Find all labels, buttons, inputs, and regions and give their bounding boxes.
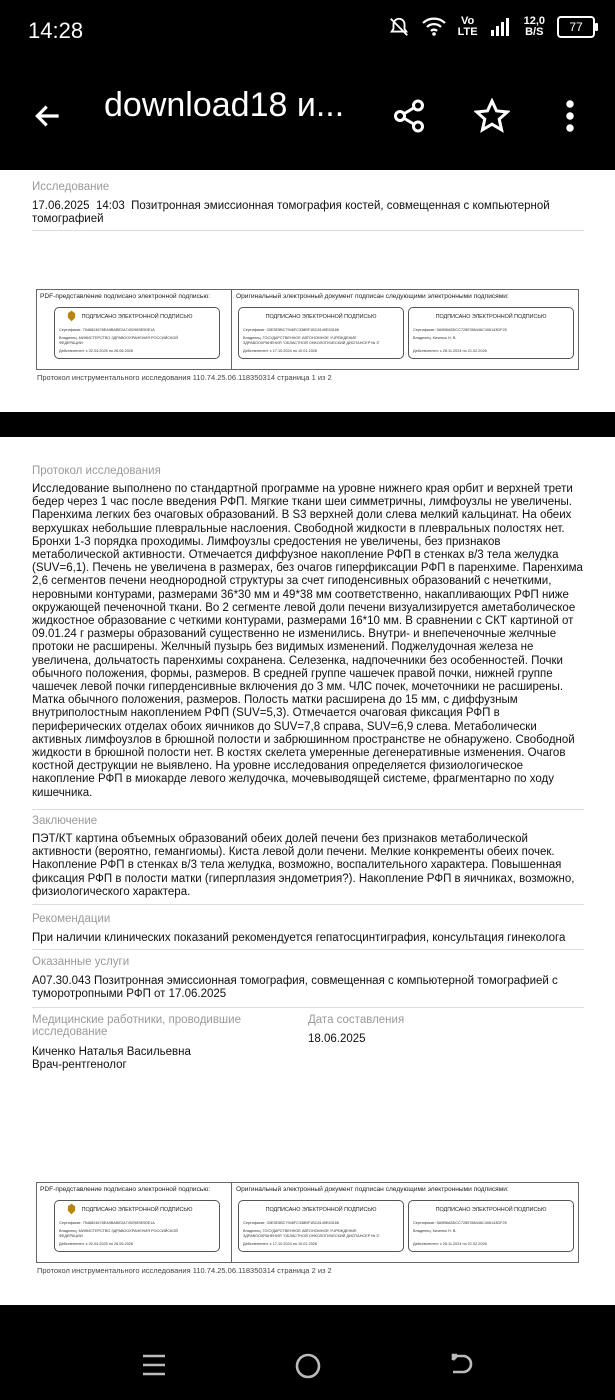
certificate-stamp: ПОДПИСАНО ЭЛЕКТРОННОЙ ПОДПИСЬЮ Сертификат: 5A9B6A5DCC7285788446C406143DF25 Владелец: Киченко Н. В. Действителен: с 28.11.2024 по 21.02.2026 (408, 1200, 574, 1252)
signature-block (36, 1182, 579, 1263)
divider (32, 1007, 584, 1008)
recents-menu-icon[interactable] (141, 1353, 167, 1377)
pdf-page-1 (0, 170, 615, 412)
compile-date: 18.06.2025 (308, 1033, 366, 1045)
more-vert-icon[interactable] (562, 98, 578, 134)
certificate-stamp: ПОДПИСАНО ЭЛЕКТРОННОЙ ПОДПИСЬЮ Сертификат: 7546824678EA9BABE2A749298SE50E1A Владелец: МИНИСТЕРСТВО ЗДРАВООХРАНЕНИЯ РОССИЙСКОЙ ФЕДЕРАЦИИ Действителен: с 02.04.2025 по 26.06.2026 (54, 1200, 220, 1252)
certificate-stamp: ПОДПИСАНО ЭЛЕКТРОННОЙ ПОДПИСЬЮ Сертификат: 7546824678EA9BABE2A749298SE50E1A Владелец: МИНИСТЕРСТВО ЗДРАВООХРАНЕНИЯ РОССИЙСКОЙ ФЕДЕРАЦИИ Действителен: с 02.04.2025 по 26.06.2026 (54, 307, 220, 359)
system-nav-bar (0, 1305, 615, 1400)
status-bar (0, 0, 615, 64)
divider (32, 949, 584, 950)
section-label-staff: Медицинские работники, проводившие исследование (32, 1014, 241, 1038)
certificate-stamp: ПОДПИСАНО ЭЛЕКТРОННОЙ ПОДПИСЬЮ Сертификат: 5A9B6A5DCC7285788446C406143DF25 Владелец: Киченко Н. В. Действителен: с 28.11.2024 по 21.02.2026 (408, 307, 574, 359)
page-footer: Протокол инструментального исследования 110.74.25.06.118350314 страница 2 из 2 (37, 1266, 332, 1275)
section-label-protocol: Протокол исследования (32, 465, 161, 477)
app-toolbar (0, 64, 615, 170)
certificate-stamp: ПОДПИСАНО ЭЛЕКТРОННОЙ ПОДПИСЬЮ Сертификат: 33E3E5BC7946FC338BF1BC8149E63166 Владелец: ГОСУДАРСТВЕННОЕ АВТОНОМНОЕ УЧРЕЖДЕНИЕ ЗДРАВООХРАНЕНИЯ "ОБЛАСТНОЙ ОНКОЛОГИЧЕСКИЙ ДИСПАНСЕР № 3" Действителен: с 17.10.2024 по 10.01.2026 (238, 1200, 404, 1252)
recommendations-text: При наличии клинических показаний рекомендуется гепатосцинтиграфия, консультация гинеколога (32, 932, 566, 944)
home-circle-icon[interactable] (294, 1352, 322, 1380)
status-time: 14:28 (28, 18, 84, 43)
page-footer: Протокол инструментального исследования 110.74.25.06.118350314 страница 1 из 2 (37, 373, 332, 382)
pdf-page-2 (0, 437, 615, 1305)
doctor-name: Киченко Наталья Васильевна (32, 1046, 191, 1058)
section-label-services: Оказанные услуги (32, 956, 130, 968)
pdf-signature-header: PDF-представление подписано электронной подписью: (40, 1186, 211, 1193)
share-icon[interactable] (391, 97, 427, 135)
services-text: A07.30.043 Позитронная эмиссионная томография, совмещенная с компьютерной томографией с туморотропными РФП от 17.06.2025 (32, 975, 558, 1001)
back-nav-icon[interactable] (449, 1351, 475, 1379)
section-label-date: Дата составления (308, 1014, 405, 1026)
volte-indicator: Vo LTE (457, 15, 478, 38)
signal-icon (490, 17, 512, 37)
divider (32, 809, 584, 810)
mute-bell-icon (388, 16, 410, 38)
conclusion-text: ПЭТ/КТ картина объемных образований обеих долей печени без признаков метаболической активности (вероятно, гемангиомы). Киста левой доли печени. Мелкие конкременты обеих почек. Накопление РФП в стенках в/3 тела желудка, возможно, воспалительного характера. Повышенная фиксация РФП в полости матки (гиперплазия эндометрия?). Накопление РФП в яичниках, возможно, физиологического характера. (32, 833, 575, 898)
protocol-text: Исследование выполнено по стандартной программе на уровне нижнего края орбит и верхней трети бедер через 1 час после введения РФП. Мягкие ткани шеи симметричны, лимфоузлы не увеличены. Паренхима легких без очаговых образований. В S3 верхней доли слева мелкий кальцинат. На обеих верхушках небольшие плевральные наслоения. Свободной жидкости в плевральных полостях нет. Бронхи 1-3 порядка проходимы. Лимфоузлы средостения не увеличены, без признаков метаболической активности. Отмечается диффузное накопление РФП в стенках в/3 тела желудка (SUV=6,1). Печень не увеличена в размерах, без очагов гиперфиксации РФП в паренхиме. Паренхима 2,6 сегментов печени неоднородной структуры за счет гиподенсивных образований с нечеткими, неровными контурами, размерами 36*30 мм и 49*38 мм соответственно, накапливающих РФП ниже окружающей печеночной ткани. Во 2 сегменте левой доли печени визуализируется аметаболическое жидкостное образование с четкими контурами, размерами 16*10 мм. В сравнении с СКТ картиной от 09.01.24 г размеры образований существенно не изменились. Внутри- и внепеченочные желчные протоки не расширены. Желчный пузырь без видимых изменений. Поджелудочная железа не увеличена, дольчатость паренхимы сохранена. Селезенка, надпочечники без особенностей. Почки обычного положения, формы, размеров. В средней группе чашечек правой почки, нижней группе чашечек левой почки гиперденсивные включения до 3 мм. ЧЛС почек, мочеточники не расширены. Матка обычного положения, размеров. Полость матки расширена до 15 мм, с диффузным внутриполостным накоплением РФП (SUV=5,3). Отмечается очаговая фиксация РФП в периферических отделах обоих яичников до SUV=7,8 справа, SUV=6,9 слева. Метаболически активных лимфоузлов в брюшной полости и забрюшинном пространстве не обнаружено. Свободной жидкости в брюшной полости нет. В костях скелета умеренные дегенеративные изменения. Очагов костной деструкции не выявлено. На уровне исследования определяется физиологическое накопление РФП в миокарде левого желудочка, мочевыводящей системе, фрагментарно по ходу кишечника. (32, 483, 583, 799)
original-signature-header: Оригинальный электронный документ подписан следующими электронными подписями: (236, 1186, 509, 1193)
divider (32, 230, 584, 231)
section-label-conclusion: Заключение (32, 815, 98, 827)
back-arrow-icon[interactable] (32, 100, 64, 132)
network-speed: 12,0 B/S (523, 15, 545, 38)
section-label-recommendations: Рекомендации (32, 913, 111, 925)
section-label-study: Исследование (32, 181, 110, 193)
signature-block (36, 289, 579, 370)
wifi-icon (422, 17, 446, 37)
document-title: download18 и... (104, 86, 345, 124)
certificate-stamp: ПОДПИСАНО ЭЛЕКТРОННОЙ ПОДПИСЬЮ Сертификат: 33E3E5BC7946FC338BF1BC8149E63166 Владелец: ГОСУДАРСТВЕННОЕ АВТОНОМНОЕ УЧРЕЖДЕНИЕ ЗДРАВООХРАНЕНИЯ "ОБЛАСТНОЙ ОНКОЛОГИЧЕСКИЙ ДИСПАНСЕР № 3" Действителен: с 17.10.2024 по 10.01.2026 (238, 307, 404, 359)
star-icon[interactable] (474, 98, 510, 134)
divider (32, 904, 584, 905)
original-signature-header: Оригинальный электронный документ подписан следующими электронными подписями: (236, 293, 509, 300)
battery-icon: 77 (557, 16, 595, 38)
study-line: 17.06.2025 14:03 Позитронная эмиссионная томография костей, совмещенная с компьютерной томографией (32, 200, 550, 226)
doctor-role: Врач-рентгенолог (32, 1059, 127, 1071)
pdf-signature-header: PDF-представление подписано электронной подписью: (40, 293, 211, 300)
